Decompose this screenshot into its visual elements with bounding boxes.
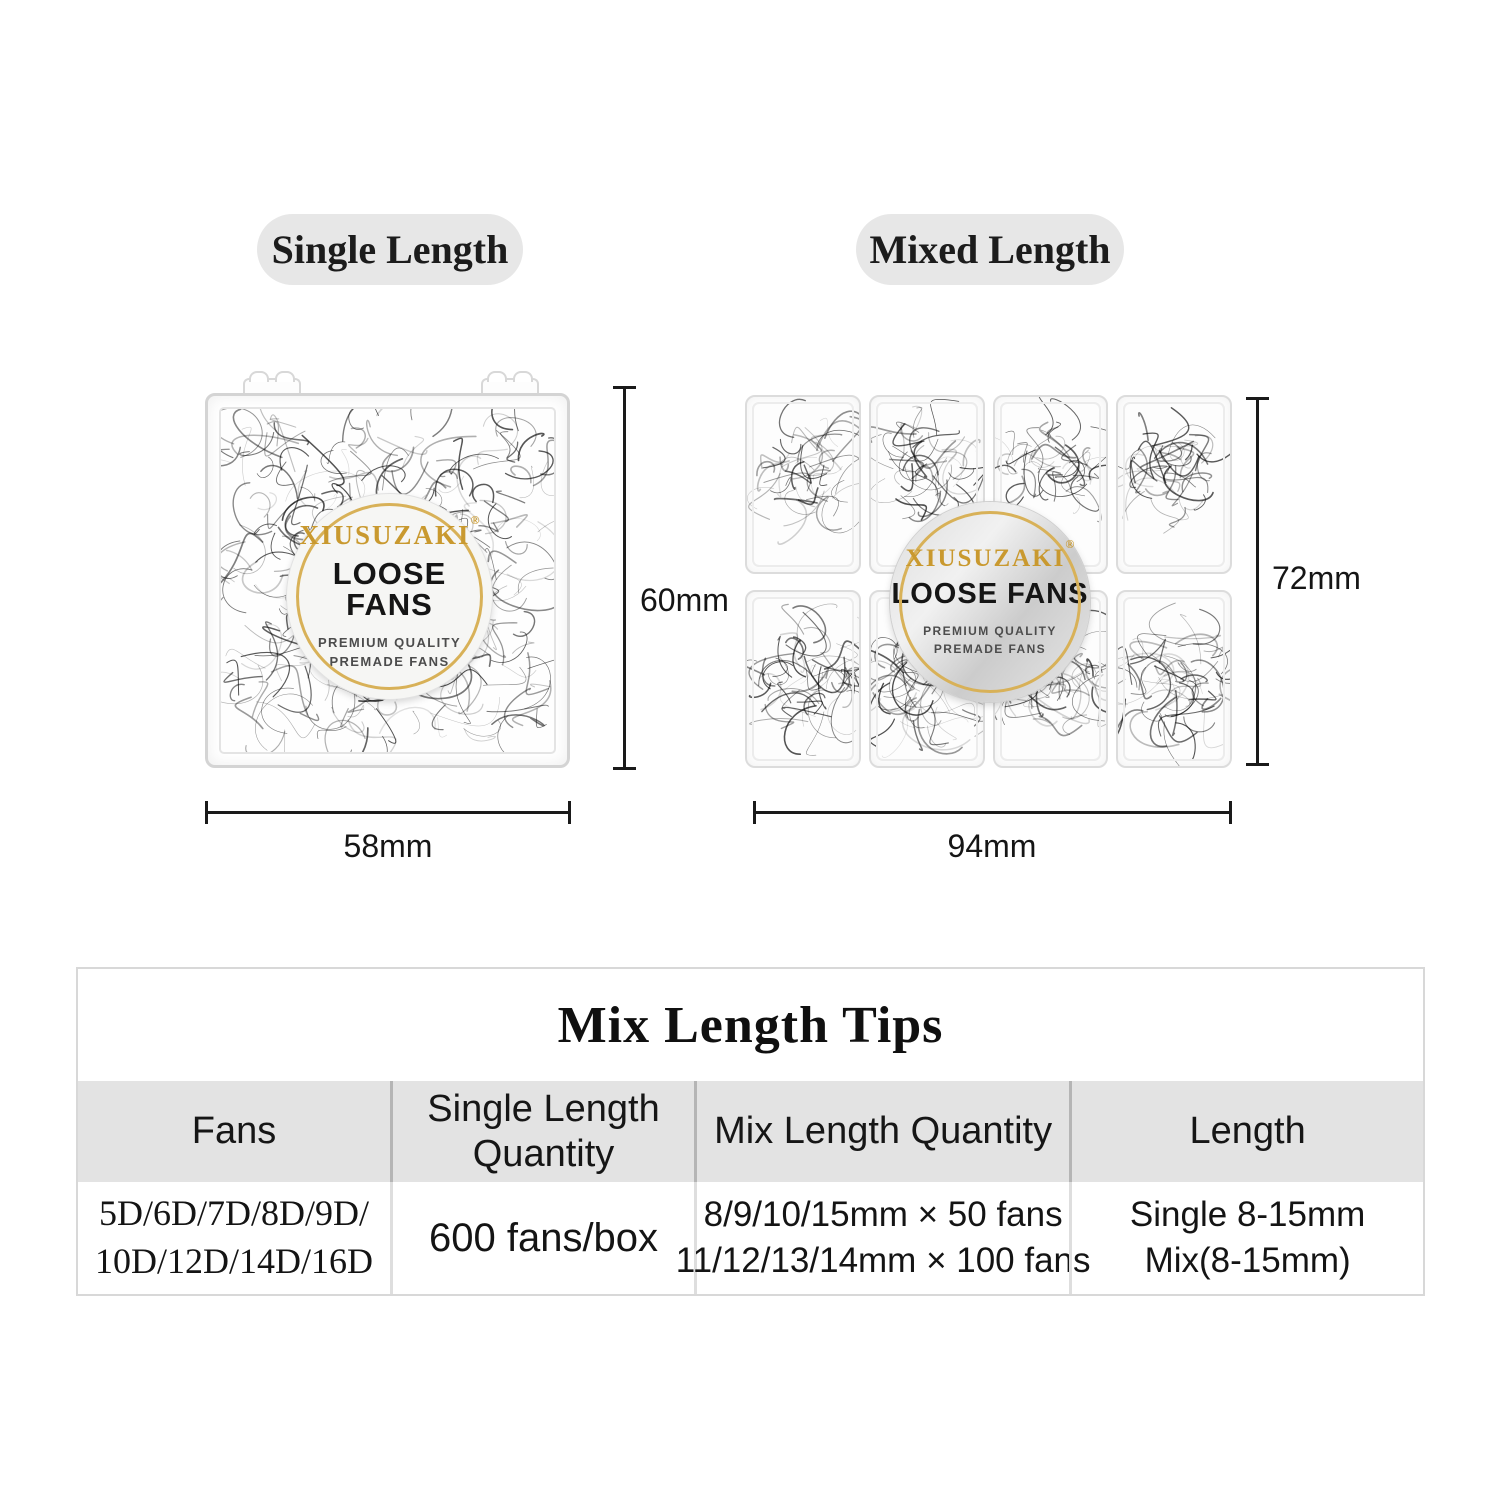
mix-quantity-cell (675, 1182, 1091, 1294)
column-header-fans (78, 1081, 390, 1182)
single-length-badge (257, 214, 523, 285)
brand-name: XIUSUZAKI (905, 545, 1066, 572)
table-header-row (78, 1081, 1423, 1182)
lash-compartment (1116, 395, 1232, 574)
height-dimension-line-single (623, 386, 626, 770)
mixed-box-height-label: 72mm (1272, 560, 1361, 596)
table-title: Mix Length Tips (557, 996, 944, 1054)
registered-mark: ® (1065, 537, 1075, 551)
fans-line1: 5D/6D/7D/8D/9D/ (99, 1193, 370, 1234)
length-line1: Single 8-15mm (1129, 1194, 1366, 1234)
single-box-width-label: 58mm (343, 828, 433, 864)
mixed-box-width-label: 94mm (947, 828, 1037, 864)
brand-sticker (287, 494, 492, 699)
brand-name: XIUSUZAKI (299, 519, 471, 550)
table-data-row (78, 1182, 1423, 1294)
loose-fans-illustration (747, 592, 859, 767)
height-dimension-line-mixed (1256, 397, 1259, 766)
column-header-label: Single Length Quantity (427, 1087, 660, 1175)
lash-compartment (1116, 590, 1232, 769)
fans-line2: 10D/12D/14D/16D (95, 1241, 374, 1281)
product-name: LOOSE FANS (891, 578, 1089, 610)
mix-quantity-line1: 8/9/10/15mm × 50 fans (703, 1194, 1063, 1234)
tagline (318, 633, 461, 672)
column-header-mix-length-quantity (694, 1081, 1069, 1182)
tagline-line1: PREMIUM QUALITY (923, 624, 1057, 638)
length-line2: Mix(8-15mm) (1144, 1241, 1351, 1280)
column-header-label: Length (1189, 1110, 1306, 1153)
tagline-line2: PREMADE FANS (933, 642, 1047, 656)
brand-logo (905, 537, 1075, 572)
mix-quantity-line2: 11/12/13/14mm × 100 fans (675, 1241, 1091, 1280)
brand-logo (299, 512, 480, 550)
mix-length-tips-table (76, 967, 1425, 1296)
fans-cell (78, 1182, 390, 1294)
product-name: LOOSE FANS (332, 555, 447, 622)
single-quantity-cell (390, 1182, 694, 1294)
column-header-label: Mix Length Quantity (714, 1110, 1053, 1153)
registered-mark: ® (470, 512, 480, 527)
tagline-line1: PREMIUM QUALITY (317, 634, 462, 650)
column-header-length (1069, 1081, 1423, 1182)
column-header-single-length-quantity (390, 1081, 694, 1182)
length-cell (1069, 1182, 1423, 1294)
mixed-length-badge-label: Mixed Length (869, 227, 1111, 272)
lash-compartment (745, 590, 861, 769)
width-dimension-line-single (205, 811, 571, 814)
single-quantity-value: 600 fans/box (428, 1215, 659, 1260)
single-length-box (205, 371, 570, 768)
loose-fans-illustration (747, 397, 859, 572)
tagline-line2: PREMADE FANS (329, 654, 450, 669)
tagline (923, 622, 1057, 658)
lash-compartment (745, 395, 861, 574)
single-box-height-label: 60mm (640, 582, 729, 618)
width-dimension-line-mixed (753, 811, 1232, 814)
mixed-length-box (745, 395, 1232, 768)
brand-sticker (890, 502, 1090, 702)
loose-fans-illustration (1118, 397, 1230, 572)
mixed-length-badge (856, 214, 1124, 285)
loose-fans-illustration (1118, 592, 1230, 767)
single-length-badge-label: Single Length (271, 227, 509, 272)
column-header-label: Fans (191, 1110, 277, 1153)
